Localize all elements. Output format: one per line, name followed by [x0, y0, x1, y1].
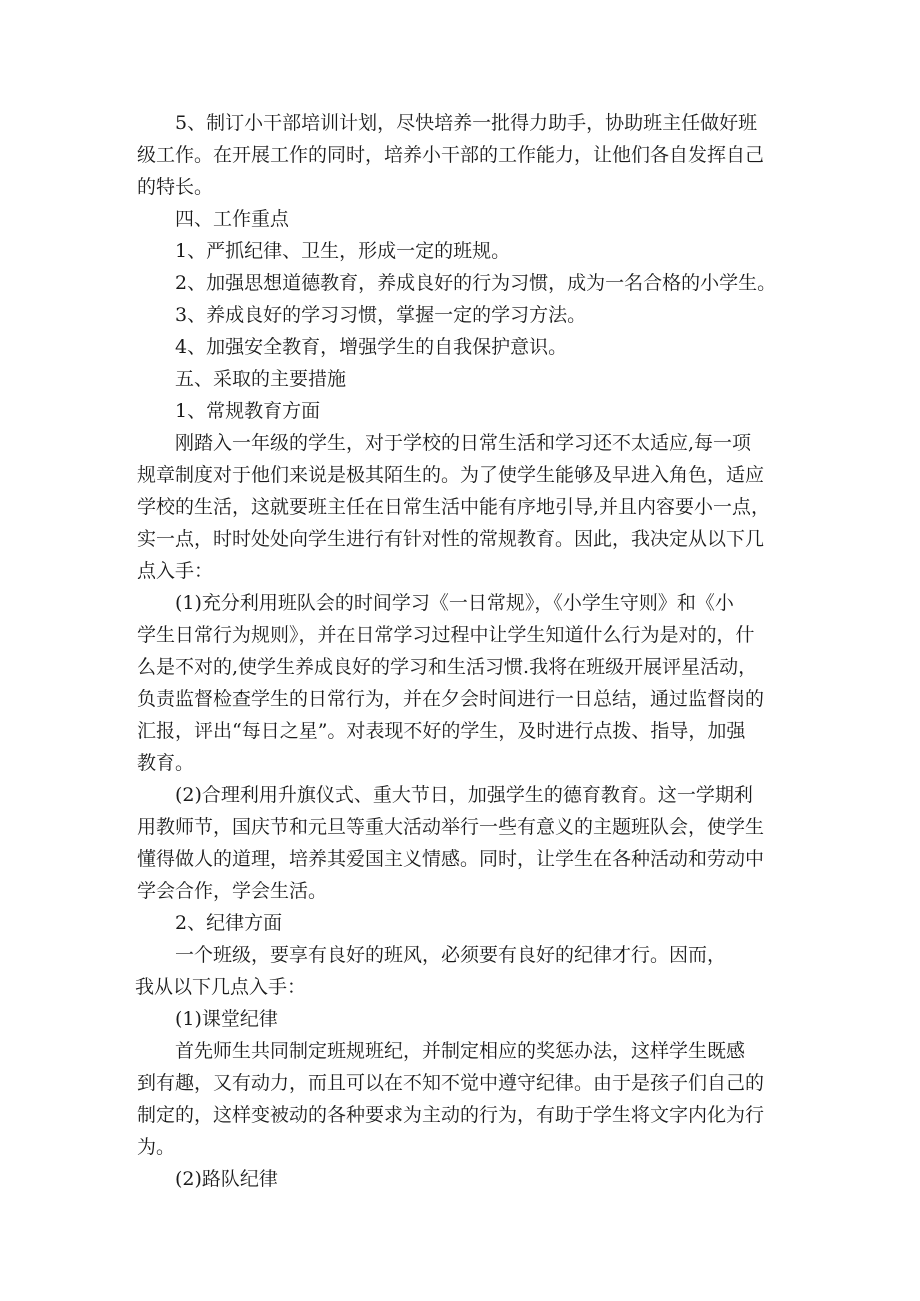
text-line: 学会合作，学会生活。 [137, 880, 328, 902]
text-line: 3、养成良好的学习习惯，掌握一定的学习方法。 [175, 304, 587, 326]
text-line: 刚踏入一年级的学生，对于学校的日常生活和学习还不太适应,每一项 [175, 432, 752, 454]
text-line: 1、严抓纪律、卫生，形成一定的班规。 [175, 240, 511, 262]
text-line: 首先师生共同制定班规班纪，并制定相应的奖惩办法，这样学生既感 [175, 1040, 746, 1062]
text-line: (1)充分利用班队会的时间学习《一日常规》，《小学生守则》和《小 [175, 592, 734, 614]
section-heading: 五、采取的主要措施 [175, 368, 347, 390]
text-line: 制定的，这样变被动的各种要求为主动的行为，有助于学生将文字内化为行 [137, 1104, 765, 1126]
subsection-heading: 2、纪律方面 [175, 912, 283, 934]
subsection-heading: 1、常规教育方面 [175, 400, 321, 422]
text-line: 懂得做人的道理，培养其爱国主义情感。同时，让学生在各种活动和劳动中 [137, 848, 765, 870]
text-line: 到有趣，又有动力，而且可以在不知不觉中遵守纪律。由于是孩子们自己的 [137, 1072, 765, 1094]
text-line: 用教师节，国庆节和元旦等重大活动举行一些有意义的主题班队会，使学生 [137, 816, 765, 838]
text-line: 负责监督检查学生的日常行为，并在夕会时间进行一日总结，通过监督岗的 [137, 688, 765, 710]
text-line: 2、加强思想道德教育，养成良好的行为习惯，成为一名合格的小学生。 [175, 272, 777, 294]
text-line: 学生日常行为规则》，并在日常学习过程中让学生知道什么行为是对的，什 [137, 624, 755, 646]
text-line: 教育。 [137, 752, 195, 774]
text-line: 实一点，时时处处向学生进行有针对性的常规教育。因此，我决定从以下几 [137, 528, 765, 550]
text-line: 一个班级，要享有良好的班风，必须要有良好的纪律才行。因而， [175, 944, 727, 966]
text-line: 我从以下几点入手： [135, 976, 307, 998]
text-line: (2)合理利用升旗仪式、重大节日，加强学生的德育教育。这一学期利 [175, 784, 753, 806]
subsection-heading: (2)路队纪律 [175, 1168, 278, 1190]
text-line: 学校的生活，这就要班主任在日常生活中能有序地引导,并且内容要小一点， [137, 496, 771, 518]
text-line: 规章制度对于他们来说是极其陌生的。为了使学生能够及早进入角色，适应 [137, 464, 765, 486]
text-line: 么是不对的,使学生养成良好的学习和生活习惯.我将在班级开展评星活动， [137, 656, 758, 678]
text-line: 点入手： [137, 560, 214, 582]
text-line: 4、加强安全教育，增强学生的自我保护意识。 [175, 336, 568, 358]
subsection-heading: (1)课堂纪律 [175, 1008, 278, 1030]
text-line: 级工作。在开展工作的同时，培养小干部的工作能力，让他们各自发挥自己 [137, 144, 765, 166]
text-line: 为。 [137, 1136, 176, 1158]
text-line: 汇报，评出“每日之星”。对表现不好的学生，及时进行点拨、指导，加强 [137, 720, 746, 742]
section-heading: 四、工作重点 [175, 208, 290, 230]
text-line: 5、制订小干部培训计划，尽快培养一批得力助手，协助班主任做好班 [175, 112, 758, 134]
text-line: 的特长。 [137, 176, 214, 198]
